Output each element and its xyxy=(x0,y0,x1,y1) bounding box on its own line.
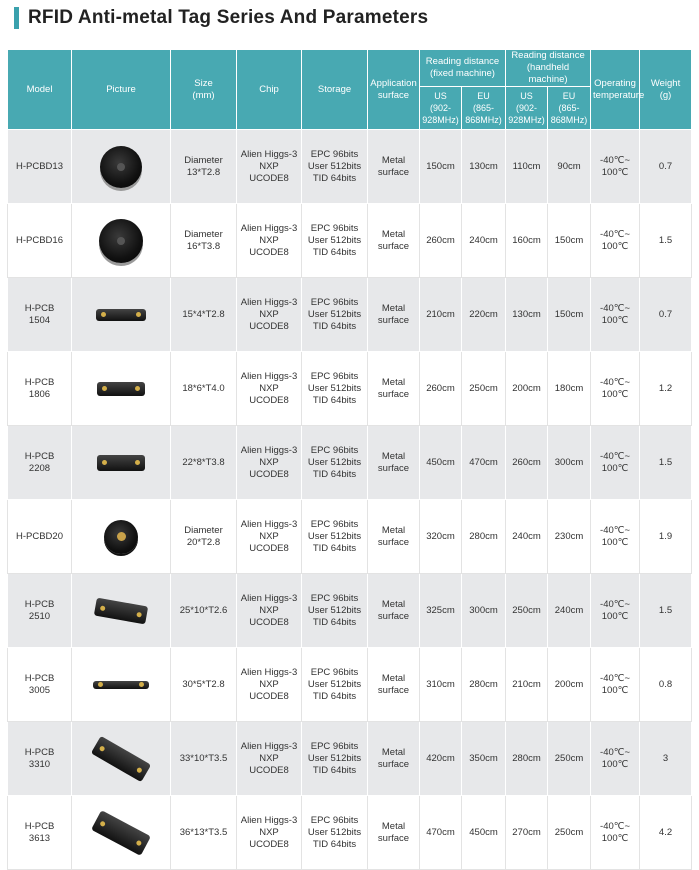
cell-handheld-eu: 300cm xyxy=(548,426,591,500)
cell-size: 36*13*T3.5 xyxy=(171,796,237,870)
cell-fixed-eu: 130cm xyxy=(462,130,506,204)
bar-tag-icon xyxy=(97,382,145,396)
cell-weight: 1.2 xyxy=(640,352,692,426)
cell-application: Metal surface xyxy=(368,500,420,574)
cell-fixed-us: 260cm xyxy=(420,352,462,426)
cell-picture xyxy=(72,796,171,870)
gold-contact-icon xyxy=(136,312,141,317)
gold-contact-icon xyxy=(98,682,103,687)
cell-model: H-PCBD13 xyxy=(8,130,72,204)
cell-application: Metal surface xyxy=(368,204,420,278)
gold-contact-icon xyxy=(99,744,106,751)
cell-storage: EPC 96bits User 512bits TID 64bits xyxy=(302,352,368,426)
cell-model: H-PCB 1504 xyxy=(8,278,72,352)
table-row xyxy=(8,278,692,352)
bar-tag-icon xyxy=(96,309,146,321)
gold-contact-icon xyxy=(136,611,142,617)
cell-fixed-eu: 280cm xyxy=(462,648,506,722)
cell-picture xyxy=(72,722,171,796)
table-row xyxy=(8,648,692,722)
cell-size: 22*8*T3.8 xyxy=(171,426,237,500)
cell-chip: Alien Higgs-3 NXP UCODE8 xyxy=(237,722,302,796)
cell-fixed-us: 320cm xyxy=(420,500,462,574)
cell-weight: 1.5 xyxy=(640,426,692,500)
cell-operating-temp: -40℃~ 100℃ xyxy=(591,278,640,352)
cell-operating-temp: -40℃~ 100℃ xyxy=(591,648,640,722)
cell-fixed-us: 325cm xyxy=(420,574,462,648)
gold-contact-icon xyxy=(135,460,140,465)
parameters-table xyxy=(7,49,692,870)
cell-fixed-us: 150cm xyxy=(420,130,462,204)
cell-picture xyxy=(72,130,171,204)
cell-picture xyxy=(72,500,171,574)
header-size: Size (mm) xyxy=(171,50,237,130)
cell-chip: Alien Higgs-3 NXP UCODE8 xyxy=(237,352,302,426)
cell-operating-temp: -40℃~ 100℃ xyxy=(591,574,640,648)
table-row xyxy=(8,722,692,796)
cell-model: H-PCBD16 xyxy=(8,204,72,278)
cell-fixed-eu: 250cm xyxy=(462,352,506,426)
header-model: Model xyxy=(8,50,72,130)
cell-model: H-PCB 2208 xyxy=(8,426,72,500)
cell-model: H-PCB 3310 xyxy=(8,722,72,796)
cell-application: Metal surface xyxy=(368,648,420,722)
page-title: RFID Anti-metal Tag Series And Parameters xyxy=(28,7,429,28)
bar-tag-icon xyxy=(93,681,149,689)
cell-model: H-PCBD20 xyxy=(8,500,72,574)
cell-fixed-eu: 350cm xyxy=(462,722,506,796)
header-application: Application surface xyxy=(368,50,420,130)
cell-picture xyxy=(72,352,171,426)
cell-storage: EPC 96bits User 512bits TID 64bits xyxy=(302,278,368,352)
cell-storage: EPC 96bits User 512bits TID 64bits xyxy=(302,722,368,796)
cell-fixed-eu: 240cm xyxy=(462,204,506,278)
cell-operating-temp: -40℃~ 100℃ xyxy=(591,796,640,870)
cell-handheld-eu: 90cm xyxy=(548,130,591,204)
header-handheld-us: US (902- 928MHz) xyxy=(506,87,548,130)
header-row xyxy=(8,50,692,87)
gold-contact-icon xyxy=(100,604,106,610)
cell-weight: 0.8 xyxy=(640,648,692,722)
cell-operating-temp: -40℃~ 100℃ xyxy=(591,500,640,574)
table-row xyxy=(8,426,692,500)
header-operating-temp: Operating temperature xyxy=(591,50,640,130)
header-handheld-eu: EU (865- 868MHz) xyxy=(548,87,591,130)
cell-picture xyxy=(72,426,171,500)
cell-model: H-PCB 3613 xyxy=(8,796,72,870)
cell-fixed-us: 420cm xyxy=(420,722,462,796)
cell-chip: Alien Higgs-3 NXP UCODE8 xyxy=(237,130,302,204)
cell-fixed-eu: 280cm xyxy=(462,500,506,574)
page-title-bar xyxy=(14,6,428,30)
cell-handheld-eu: 230cm xyxy=(548,500,591,574)
cell-fixed-us: 210cm xyxy=(420,278,462,352)
cell-application: Metal surface xyxy=(368,278,420,352)
gold-contact-icon xyxy=(136,766,143,773)
cell-handheld-us: 160cm xyxy=(506,204,548,278)
cell-handheld-eu: 180cm xyxy=(548,352,591,426)
cell-fixed-us: 310cm xyxy=(420,648,462,722)
gold-contact-icon xyxy=(101,312,106,317)
gold-contact-icon xyxy=(102,386,107,391)
cell-operating-temp: -40℃~ 100℃ xyxy=(591,722,640,796)
cell-application: Metal surface xyxy=(368,574,420,648)
cell-fixed-eu: 470cm xyxy=(462,426,506,500)
cell-picture xyxy=(72,278,171,352)
table-row xyxy=(8,796,692,870)
cell-application: Metal surface xyxy=(368,722,420,796)
cell-handheld-eu: 250cm xyxy=(548,796,591,870)
header-fixed-distance: Reading distance (fixed machine) xyxy=(420,50,506,87)
cell-model: H-PCB 3005 xyxy=(8,648,72,722)
cell-model: H-PCB 1806 xyxy=(8,352,72,426)
cell-chip: Alien Higgs-3 NXP UCODE8 xyxy=(237,204,302,278)
cell-size: 33*10*T3.5 xyxy=(171,722,237,796)
cell-chip: Alien Higgs-3 NXP UCODE8 xyxy=(237,574,302,648)
cell-weight: 1.9 xyxy=(640,500,692,574)
table-body xyxy=(8,130,692,870)
cell-picture xyxy=(72,204,171,278)
cell-size: Diameter 20*T2.8 xyxy=(171,500,237,574)
cell-weight: 1.5 xyxy=(640,574,692,648)
cell-fixed-us: 260cm xyxy=(420,204,462,278)
cell-size: 15*4*T2.8 xyxy=(171,278,237,352)
cell-handheld-us: 280cm xyxy=(506,722,548,796)
cell-model: H-PCB 2510 xyxy=(8,574,72,648)
cell-chip: Alien Higgs-3 NXP UCODE8 xyxy=(237,796,302,870)
table-row xyxy=(8,204,692,278)
header-fixed-eu: EU (865- 868MHz) xyxy=(462,87,506,130)
bar-tag-icon xyxy=(91,810,151,856)
cell-application: Metal surface xyxy=(368,796,420,870)
cell-fixed-eu: 450cm xyxy=(462,796,506,870)
cell-storage: EPC 96bits User 512bits TID 64bits xyxy=(302,648,368,722)
cell-application: Metal surface xyxy=(368,352,420,426)
round-tag-icon xyxy=(100,146,142,188)
cell-storage: EPC 96bits User 512bits TID 64bits xyxy=(302,426,368,500)
round-tag-icon xyxy=(104,520,138,554)
cell-storage: EPC 96bits User 512bits TID 64bits xyxy=(302,796,368,870)
cell-handheld-us: 200cm xyxy=(506,352,548,426)
cell-weight: 3 xyxy=(640,722,692,796)
cell-storage: EPC 96bits User 512bits TID 64bits xyxy=(302,574,368,648)
cell-chip: Alien Higgs-3 NXP UCODE8 xyxy=(237,426,302,500)
cell-handheld-us: 250cm xyxy=(506,574,548,648)
cell-handheld-eu: 150cm xyxy=(548,204,591,278)
cell-weight: 0.7 xyxy=(640,278,692,352)
cell-weight: 0.7 xyxy=(640,130,692,204)
cell-fixed-eu: 220cm xyxy=(462,278,506,352)
bar-tag-icon xyxy=(94,597,148,624)
cell-operating-temp: -40℃~ 100℃ xyxy=(591,426,640,500)
cell-application: Metal surface xyxy=(368,426,420,500)
cell-fixed-eu: 300cm xyxy=(462,574,506,648)
cell-application: Metal surface xyxy=(368,130,420,204)
cell-size: 25*10*T2.6 xyxy=(171,574,237,648)
cell-fixed-us: 450cm xyxy=(420,426,462,500)
table-row xyxy=(8,352,692,426)
cell-size: 30*5*T2.8 xyxy=(171,648,237,722)
cell-handheld-us: 270cm xyxy=(506,796,548,870)
cell-chip: Alien Higgs-3 NXP UCODE8 xyxy=(237,278,302,352)
cell-weight: 1.5 xyxy=(640,204,692,278)
cell-handheld-us: 210cm xyxy=(506,648,548,722)
header-chip: Chip xyxy=(237,50,302,130)
gold-contact-icon xyxy=(100,819,107,826)
cell-handheld-us: 130cm xyxy=(506,278,548,352)
cell-handheld-eu: 200cm xyxy=(548,648,591,722)
cell-storage: EPC 96bits User 512bits TID 64bits xyxy=(302,204,368,278)
title-accent-bar xyxy=(14,7,19,29)
cell-weight: 4.2 xyxy=(640,796,692,870)
gold-contact-icon xyxy=(136,839,143,846)
cell-fixed-us: 470cm xyxy=(420,796,462,870)
cell-chip: Alien Higgs-3 NXP UCODE8 xyxy=(237,500,302,574)
header-handheld-distance: Reading distance (handheld machine) xyxy=(506,50,591,87)
cell-operating-temp: -40℃~ 100℃ xyxy=(591,352,640,426)
cell-handheld-us: 240cm xyxy=(506,500,548,574)
cell-handheld-us: 110cm xyxy=(506,130,548,204)
cell-picture xyxy=(72,648,171,722)
header-fixed-us: US (902- 928MHz) xyxy=(420,87,462,130)
table-row xyxy=(8,574,692,648)
cell-size: 18*6*T4.0 xyxy=(171,352,237,426)
header-weight: Weight (g) xyxy=(640,50,692,130)
table-row xyxy=(8,500,692,574)
cell-handheld-us: 260cm xyxy=(506,426,548,500)
cell-size: Diameter 13*T2.8 xyxy=(171,130,237,204)
cell-handheld-eu: 150cm xyxy=(548,278,591,352)
cell-size: Diameter 16*T3.8 xyxy=(171,204,237,278)
round-tag-icon xyxy=(99,219,143,263)
cell-handheld-eu: 240cm xyxy=(548,574,591,648)
cell-storage: EPC 96bits User 512bits TID 64bits xyxy=(302,500,368,574)
table-row xyxy=(8,130,692,204)
cell-picture xyxy=(72,574,171,648)
header-storage: Storage xyxy=(302,50,368,130)
header-picture: Picture xyxy=(72,50,171,130)
gold-contact-icon xyxy=(102,460,107,465)
cell-operating-temp: -40℃~ 100℃ xyxy=(591,204,640,278)
cell-chip: Alien Higgs-3 NXP UCODE8 xyxy=(237,648,302,722)
bar-tag-icon xyxy=(97,455,145,471)
cell-operating-temp: -40℃~ 100℃ xyxy=(591,130,640,204)
gold-contact-icon xyxy=(135,386,140,391)
gold-contact-icon xyxy=(139,682,144,687)
cell-handheld-eu: 250cm xyxy=(548,722,591,796)
bar-tag-icon xyxy=(91,735,151,781)
cell-storage: EPC 96bits User 512bits TID 64bits xyxy=(302,130,368,204)
